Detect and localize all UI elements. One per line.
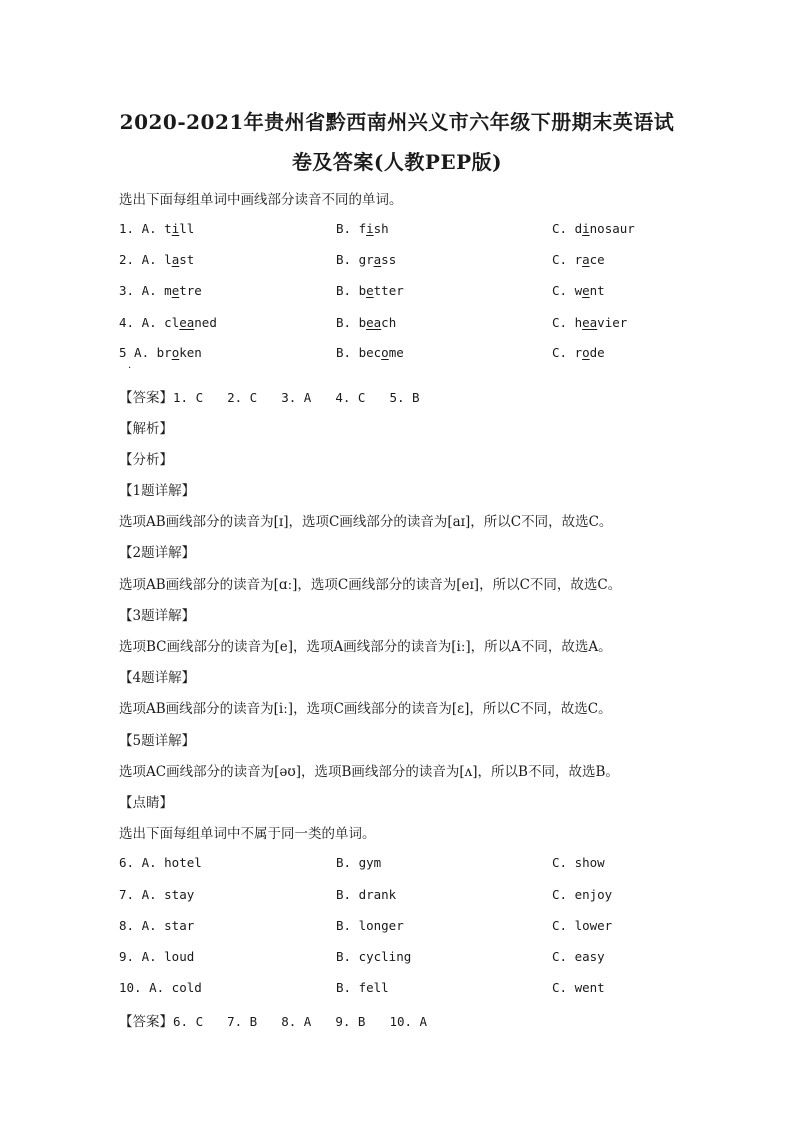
option-a: 3. A. metre (119, 283, 202, 298)
option-b: B. beach (336, 315, 397, 330)
option-c: C. enjoy (552, 887, 613, 902)
question-row (119, 918, 679, 936)
option-a: 2. A. last (119, 252, 195, 267)
option-c: C. show (552, 855, 605, 870)
answer-label: 【答案】 (119, 1014, 173, 1030)
document-title-line1: 2020-2021年贵州省黔西南州兴义市六年级下册期末英语试 (119, 110, 675, 134)
option-c: C. race (552, 252, 605, 267)
dianjing-heading: 【点睛】 (119, 795, 173, 811)
question-row (119, 221, 679, 239)
option-c: C. rode (552, 345, 605, 360)
question-row (119, 855, 679, 873)
option-b: B. longer (336, 918, 404, 933)
option-a: 7. A. stay (119, 887, 195, 902)
detail-heading: 【4题详解】 (119, 670, 196, 686)
document-title-line2: 卷及答案(人教PEP版) (291, 150, 503, 174)
option-a: 1. A. till (119, 221, 195, 236)
option-c: C. went (552, 283, 605, 298)
option-a: 6. A. hotel (119, 855, 202, 870)
jiexi-heading: 【解析】 (119, 421, 173, 437)
detail-text: 选项AC画线部分的读音为[əʊ]，选项B画线部分的读音为[ʌ]，所以B不同，故选B。 (119, 764, 619, 780)
option-b: B. drank (336, 887, 397, 902)
question-row (119, 980, 679, 998)
answer-label: 【答案】 (119, 390, 173, 406)
option-a: 9. A. loud (119, 949, 195, 964)
question-row (119, 887, 679, 905)
detail-text: 选项AB画线部分的读音为[ɪ]，选项C画线部分的读音为[aɪ]，所以C不同，故选C。 (119, 514, 613, 530)
option-b: B. better (336, 283, 404, 298)
detail-heading: 【1题详解】 (119, 483, 196, 499)
option-b: B. become (336, 345, 404, 360)
detail-heading: 【3题详解】 (119, 608, 196, 624)
detail-text: 选项BC画线部分的读音为[e]，选项A画线部分的读音为[iː]，所以A不同，故选A。 (119, 639, 612, 655)
option-c: C. easy (552, 949, 605, 964)
section1-instruction: 选出下面每组单词中画线部分读音不同的单词。 (119, 192, 403, 208)
option-b: B. gym (336, 855, 382, 870)
option-b: B. grass (336, 252, 397, 267)
detail-text: 选项AB画线部分的读音为[iː]，选项C画线部分的读音为[ɛ]，所以C不同，故选C。 (119, 701, 612, 717)
option-c: C. dinosaur (552, 221, 635, 236)
answer-line-1: 【答案】1. C 2. C 3. A 4. C 5. B (119, 390, 420, 406)
question-row (119, 345, 679, 363)
option-c: C. went (552, 980, 605, 995)
question-row (119, 252, 679, 270)
detail-heading: 【5题详解】 (119, 733, 196, 749)
question-row (119, 283, 679, 301)
fenxi-heading: 【分析】 (119, 452, 173, 468)
option-c: C. lower (552, 918, 613, 933)
option-b: B. fell (336, 980, 389, 995)
detail-text: 选项AB画线部分的读音为[ɑː]，选项C画线部分的读音为[eɪ]，所以C不同，故选C。 (119, 577, 622, 593)
option-b: B. fish (336, 221, 389, 236)
answer-line-2: 【答案】6. C 7. B 8. A 9. B 10. A (119, 1014, 428, 1030)
option-a: 8. A. star (119, 918, 195, 933)
question-row (119, 949, 679, 967)
option-a: 10. A. cold (119, 980, 202, 995)
detail-heading: 【2题详解】 (119, 545, 196, 561)
option-a: 4. A. cleaned (119, 315, 217, 330)
option-a: 5 A. broken (119, 345, 202, 360)
question-row (119, 315, 679, 333)
option-b: B. cycling (336, 949, 412, 964)
option-c: C. heavier (552, 315, 628, 330)
section2-instruction: 选出下面每组单词中不属于同一类的单词。 (119, 826, 376, 842)
bullet-dot: · (128, 363, 132, 374)
